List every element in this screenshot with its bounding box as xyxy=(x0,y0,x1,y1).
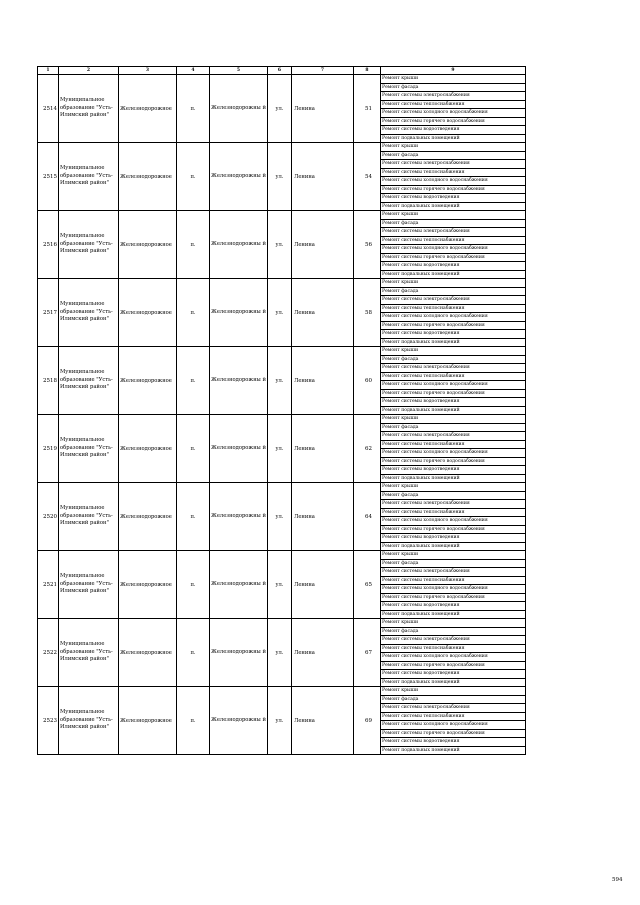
work-type-cell: Ремонт системы горячего водоснабжения xyxy=(381,321,526,330)
municipality-cell: Муниципальное образование "Усть-Илимский район" xyxy=(59,619,119,687)
street-cell: Ленина xyxy=(292,687,354,755)
street-type-cell: ул. xyxy=(268,415,292,483)
settlement-cell: Железнодорожное xyxy=(119,415,177,483)
work-type-cell: Ремонт системы горячего водоснабжения xyxy=(381,525,526,534)
header-col-6: 6 xyxy=(268,67,292,75)
record-number: 2521 xyxy=(38,551,59,619)
street-type-cell: ул. xyxy=(268,143,292,211)
table-body xyxy=(38,75,526,755)
settlement-cell: Железнодорожное xyxy=(119,75,177,143)
municipality-cell: Муниципальное образование "Усть-Илимский район" xyxy=(59,279,119,347)
work-type-cell: Ремонт подвальных помещений xyxy=(381,678,526,687)
work-type-cell: Ремонт системы теплоснабжения xyxy=(381,576,526,585)
locality-cell: Железнодорожны й xyxy=(210,483,268,551)
house-number-cell: 56 xyxy=(354,211,381,279)
work-type-cell: Ремонт системы водоотведения xyxy=(381,194,526,203)
settlement-cell: Железнодорожное xyxy=(119,143,177,211)
work-type-cell: Ремонт системы холодного водоснабжения xyxy=(381,177,526,186)
work-type-cell: Ремонт системы горячего водоснабжения xyxy=(381,117,526,126)
record-number: 2520 xyxy=(38,483,59,551)
work-type-cell: Ремонт крыши xyxy=(381,211,526,220)
municipality-cell: Муниципальное образование "Усть-Илимский район" xyxy=(59,483,119,551)
settlement-type-cell: п. xyxy=(177,75,210,143)
page-number: 594 xyxy=(612,877,623,883)
header-col-5: 5 xyxy=(210,67,268,75)
work-type-cell: Ремонт системы электроснабжения xyxy=(381,228,526,237)
work-type-cell: Ремонт системы холодного водоснабжения xyxy=(381,109,526,118)
work-type-cell: Ремонт системы электроснабжения xyxy=(381,568,526,577)
table-row xyxy=(38,619,526,628)
record-number: 2518 xyxy=(38,347,59,415)
work-type-cell: Ремонт системы горячего водоснабжения xyxy=(381,457,526,466)
work-type-cell: Ремонт системы электроснабжения xyxy=(381,160,526,169)
settlement-cell: Железнодорожное xyxy=(119,551,177,619)
work-type-cell: Ремонт фасада xyxy=(381,287,526,296)
work-type-cell: Ремонт крыши xyxy=(381,75,526,84)
work-type-cell: Ремонт системы водоотведения xyxy=(381,126,526,135)
header-col-1: 1 xyxy=(38,67,59,75)
work-type-cell: Ремонт крыши xyxy=(381,415,526,424)
work-type-cell: Ремонт системы горячего водоснабжения xyxy=(381,253,526,262)
record-number: 2523 xyxy=(38,687,59,755)
table-row xyxy=(38,143,526,152)
work-type-cell: Ремонт системы горячего водоснабжения xyxy=(381,729,526,738)
work-type-cell: Ремонт подвальных помещений xyxy=(381,406,526,415)
work-type-cell: Ремонт системы горячего водоснабжения xyxy=(381,661,526,670)
street-cell: Ленина xyxy=(292,483,354,551)
record-number: 2517 xyxy=(38,279,59,347)
work-type-cell: Ремонт системы холодного водоснабжения xyxy=(381,449,526,458)
house-number-cell: 69 xyxy=(354,687,381,755)
street-cell: Ленина xyxy=(292,415,354,483)
work-type-cell: Ремонт фасада xyxy=(381,151,526,160)
work-type-cell: Ремонт подвальных помещений xyxy=(381,338,526,347)
table-row xyxy=(38,551,526,560)
work-type-cell: Ремонт системы теплоснабжения xyxy=(381,236,526,245)
work-type-cell: Ремонт фасада xyxy=(381,219,526,228)
locality-cell: Железнодорожны й xyxy=(210,619,268,687)
work-type-cell: Ремонт системы холодного водоснабжения xyxy=(381,313,526,322)
work-type-cell: Ремонт системы холодного водоснабжения xyxy=(381,653,526,662)
municipality-cell: Муниципальное образование "Усть-Илимский район" xyxy=(59,211,119,279)
header-row xyxy=(38,67,526,75)
work-type-cell: Ремонт системы теплоснабжения xyxy=(381,372,526,381)
work-type-cell: Ремонт фасада xyxy=(381,627,526,636)
record-number: 2519 xyxy=(38,415,59,483)
settlement-type-cell: п. xyxy=(177,143,210,211)
table-row xyxy=(38,415,526,424)
municipality-cell: Муниципальное образование "Усть-Илимский район" xyxy=(59,551,119,619)
street-cell: Ленина xyxy=(292,75,354,143)
work-type-cell: Ремонт системы теплоснабжения xyxy=(381,644,526,653)
house-number-cell: 51 xyxy=(354,75,381,143)
street-type-cell: ул. xyxy=(268,347,292,415)
work-type-cell: Ремонт подвальных помещений xyxy=(381,610,526,619)
settlement-type-cell: п. xyxy=(177,415,210,483)
work-type-cell: Ремонт системы водоотведения xyxy=(381,398,526,407)
municipality-cell: Муниципальное образование "Усть-Илимский район" xyxy=(59,415,119,483)
street-cell: Ленина xyxy=(292,143,354,211)
street-cell: Ленина xyxy=(292,551,354,619)
work-type-cell: Ремонт системы холодного водоснабжения xyxy=(381,517,526,526)
street-type-cell: ул. xyxy=(268,483,292,551)
street-type-cell: ул. xyxy=(268,211,292,279)
municipality-cell: Муниципальное образование "Усть-Илимский район" xyxy=(59,347,119,415)
work-type-cell: Ремонт фасада xyxy=(381,423,526,432)
work-type-cell: Ремонт подвальных помещений xyxy=(381,270,526,279)
locality-cell: Железнодорожны й xyxy=(210,415,268,483)
house-number-cell: 54 xyxy=(354,143,381,211)
house-number-cell: 67 xyxy=(354,619,381,687)
street-type-cell: ул. xyxy=(268,279,292,347)
work-type-cell: Ремонт системы водоотведения xyxy=(381,262,526,271)
settlement-cell: Железнодорожное xyxy=(119,687,177,755)
work-type-cell: Ремонт системы водоотведения xyxy=(381,602,526,611)
record-number: 2522 xyxy=(38,619,59,687)
locality-cell: Железнодорожны й xyxy=(210,143,268,211)
settlement-cell: Железнодорожное xyxy=(119,211,177,279)
document-sheet xyxy=(37,66,526,755)
table-row xyxy=(38,211,526,220)
settlement-type-cell: п. xyxy=(177,347,210,415)
work-type-cell: Ремонт крыши xyxy=(381,619,526,628)
work-type-cell: Ремонт фасада xyxy=(381,695,526,704)
work-type-cell: Ремонт системы водоотведения xyxy=(381,534,526,543)
work-type-cell: Ремонт системы теплоснабжения xyxy=(381,304,526,313)
header-col-3: 3 xyxy=(119,67,177,75)
work-type-cell: Ремонт подвальных помещений xyxy=(381,542,526,551)
municipality-cell: Муниципальное образование "Усть-Илимский район" xyxy=(59,143,119,211)
settlement-type-cell: п. xyxy=(177,279,210,347)
header-col-2: 2 xyxy=(59,67,119,75)
record-number: 2515 xyxy=(38,143,59,211)
settlement-cell: Железнодорожное xyxy=(119,483,177,551)
street-type-cell: ул. xyxy=(268,551,292,619)
settlement-cell: Железнодорожное xyxy=(119,619,177,687)
locality-cell: Железнодорожны й xyxy=(210,211,268,279)
work-type-cell: Ремонт системы электроснабжения xyxy=(381,500,526,509)
work-type-cell: Ремонт крыши xyxy=(381,551,526,560)
settlement-type-cell: п. xyxy=(177,483,210,551)
header-col-9: 9 xyxy=(381,67,526,75)
house-number-cell: 62 xyxy=(354,415,381,483)
work-type-cell: Ремонт системы водоотведения xyxy=(381,330,526,339)
street-cell: Ленина xyxy=(292,347,354,415)
settlement-type-cell: п. xyxy=(177,687,210,755)
table-row xyxy=(38,687,526,696)
work-type-cell: Ремонт крыши xyxy=(381,279,526,288)
record-number: 2516 xyxy=(38,211,59,279)
street-type-cell: ул. xyxy=(268,75,292,143)
work-type-cell: Ремонт системы водоотведения xyxy=(381,670,526,679)
municipality-cell: Муниципальное образование "Усть-Илимский район" xyxy=(59,75,119,143)
work-type-cell: Ремонт системы теплоснабжения xyxy=(381,440,526,449)
street-type-cell: ул. xyxy=(268,687,292,755)
work-type-cell: Ремонт системы горячего водоснабжения xyxy=(381,593,526,602)
work-type-cell: Ремонт системы холодного водоснабжения xyxy=(381,381,526,390)
header-col-7: 7 xyxy=(292,67,354,75)
settlement-type-cell: п. xyxy=(177,551,210,619)
work-type-cell: Ремонт системы электроснабжения xyxy=(381,296,526,305)
work-type-cell: Ремонт системы холодного водоснабжения xyxy=(381,585,526,594)
table-row xyxy=(38,347,526,356)
work-type-cell: Ремонт системы теплоснабжения xyxy=(381,100,526,109)
table-row xyxy=(38,483,526,492)
locality-cell: Железнодорожны й xyxy=(210,347,268,415)
work-type-cell: Ремонт фасада xyxy=(381,559,526,568)
work-type-cell: Ремонт системы электроснабжения xyxy=(381,704,526,713)
settlement-cell: Железнодорожное xyxy=(119,347,177,415)
settlement-type-cell: п. xyxy=(177,211,210,279)
house-number-cell: 58 xyxy=(354,279,381,347)
table-row xyxy=(38,279,526,288)
work-type-cell: Ремонт крыши xyxy=(381,687,526,696)
header-col-8: 8 xyxy=(354,67,381,75)
house-number-cell: 65 xyxy=(354,551,381,619)
locality-cell: Железнодорожны й xyxy=(210,551,268,619)
work-type-cell: Ремонт системы холодного водоснабжения xyxy=(381,245,526,254)
locality-cell: Железнодорожны й xyxy=(210,279,268,347)
street-cell: Ленина xyxy=(292,211,354,279)
work-type-cell: Ремонт крыши xyxy=(381,143,526,152)
work-type-cell: Ремонт системы горячего водоснабжения xyxy=(381,185,526,194)
work-type-cell: Ремонт системы электроснабжения xyxy=(381,92,526,101)
work-type-cell: Ремонт крыши xyxy=(381,347,526,356)
work-type-cell: Ремонт крыши xyxy=(381,483,526,492)
street-cell: Ленина xyxy=(292,619,354,687)
work-type-cell: Ремонт подвальных помещений xyxy=(381,474,526,483)
work-type-cell: Ремонт фасада xyxy=(381,355,526,364)
street-type-cell: ул. xyxy=(268,619,292,687)
record-number: 2514 xyxy=(38,75,59,143)
header-col-4: 4 xyxy=(177,67,210,75)
work-type-cell: Ремонт системы водоотведения xyxy=(381,466,526,475)
locality-cell: Железнодорожны й xyxy=(210,75,268,143)
work-type-cell: Ремонт системы горячего водоснабжения xyxy=(381,389,526,398)
settlement-type-cell: п. xyxy=(177,619,210,687)
table-row xyxy=(38,75,526,84)
work-type-cell: Ремонт подвальных помещений xyxy=(381,202,526,211)
work-type-cell: Ремонт подвальных помещений xyxy=(381,134,526,143)
work-type-cell: Ремонт подвальных помещений xyxy=(381,746,526,755)
work-type-cell: Ремонт системы электроснабжения xyxy=(381,432,526,441)
house-number-cell: 60 xyxy=(354,347,381,415)
repair-program-table xyxy=(37,66,526,755)
work-type-cell: Ремонт системы электроснабжения xyxy=(381,636,526,645)
settlement-cell: Железнодорожное xyxy=(119,279,177,347)
municipality-cell: Муниципальное образование "Усть-Илимский район" xyxy=(59,687,119,755)
street-cell: Ленина xyxy=(292,279,354,347)
work-type-cell: Ремонт системы водоотведения xyxy=(381,738,526,747)
work-type-cell: Ремонт фасада xyxy=(381,491,526,500)
house-number-cell: 64 xyxy=(354,483,381,551)
work-type-cell: Ремонт системы теплоснабжения xyxy=(381,712,526,721)
work-type-cell: Ремонт системы электроснабжения xyxy=(381,364,526,373)
work-type-cell: Ремонт системы теплоснабжения xyxy=(381,168,526,177)
work-type-cell: Ремонт системы холодного водоснабжения xyxy=(381,721,526,730)
work-type-cell: Ремонт системы теплоснабжения xyxy=(381,508,526,517)
locality-cell: Железнодорожны й xyxy=(210,687,268,755)
work-type-cell: Ремонт фасада xyxy=(381,83,526,92)
